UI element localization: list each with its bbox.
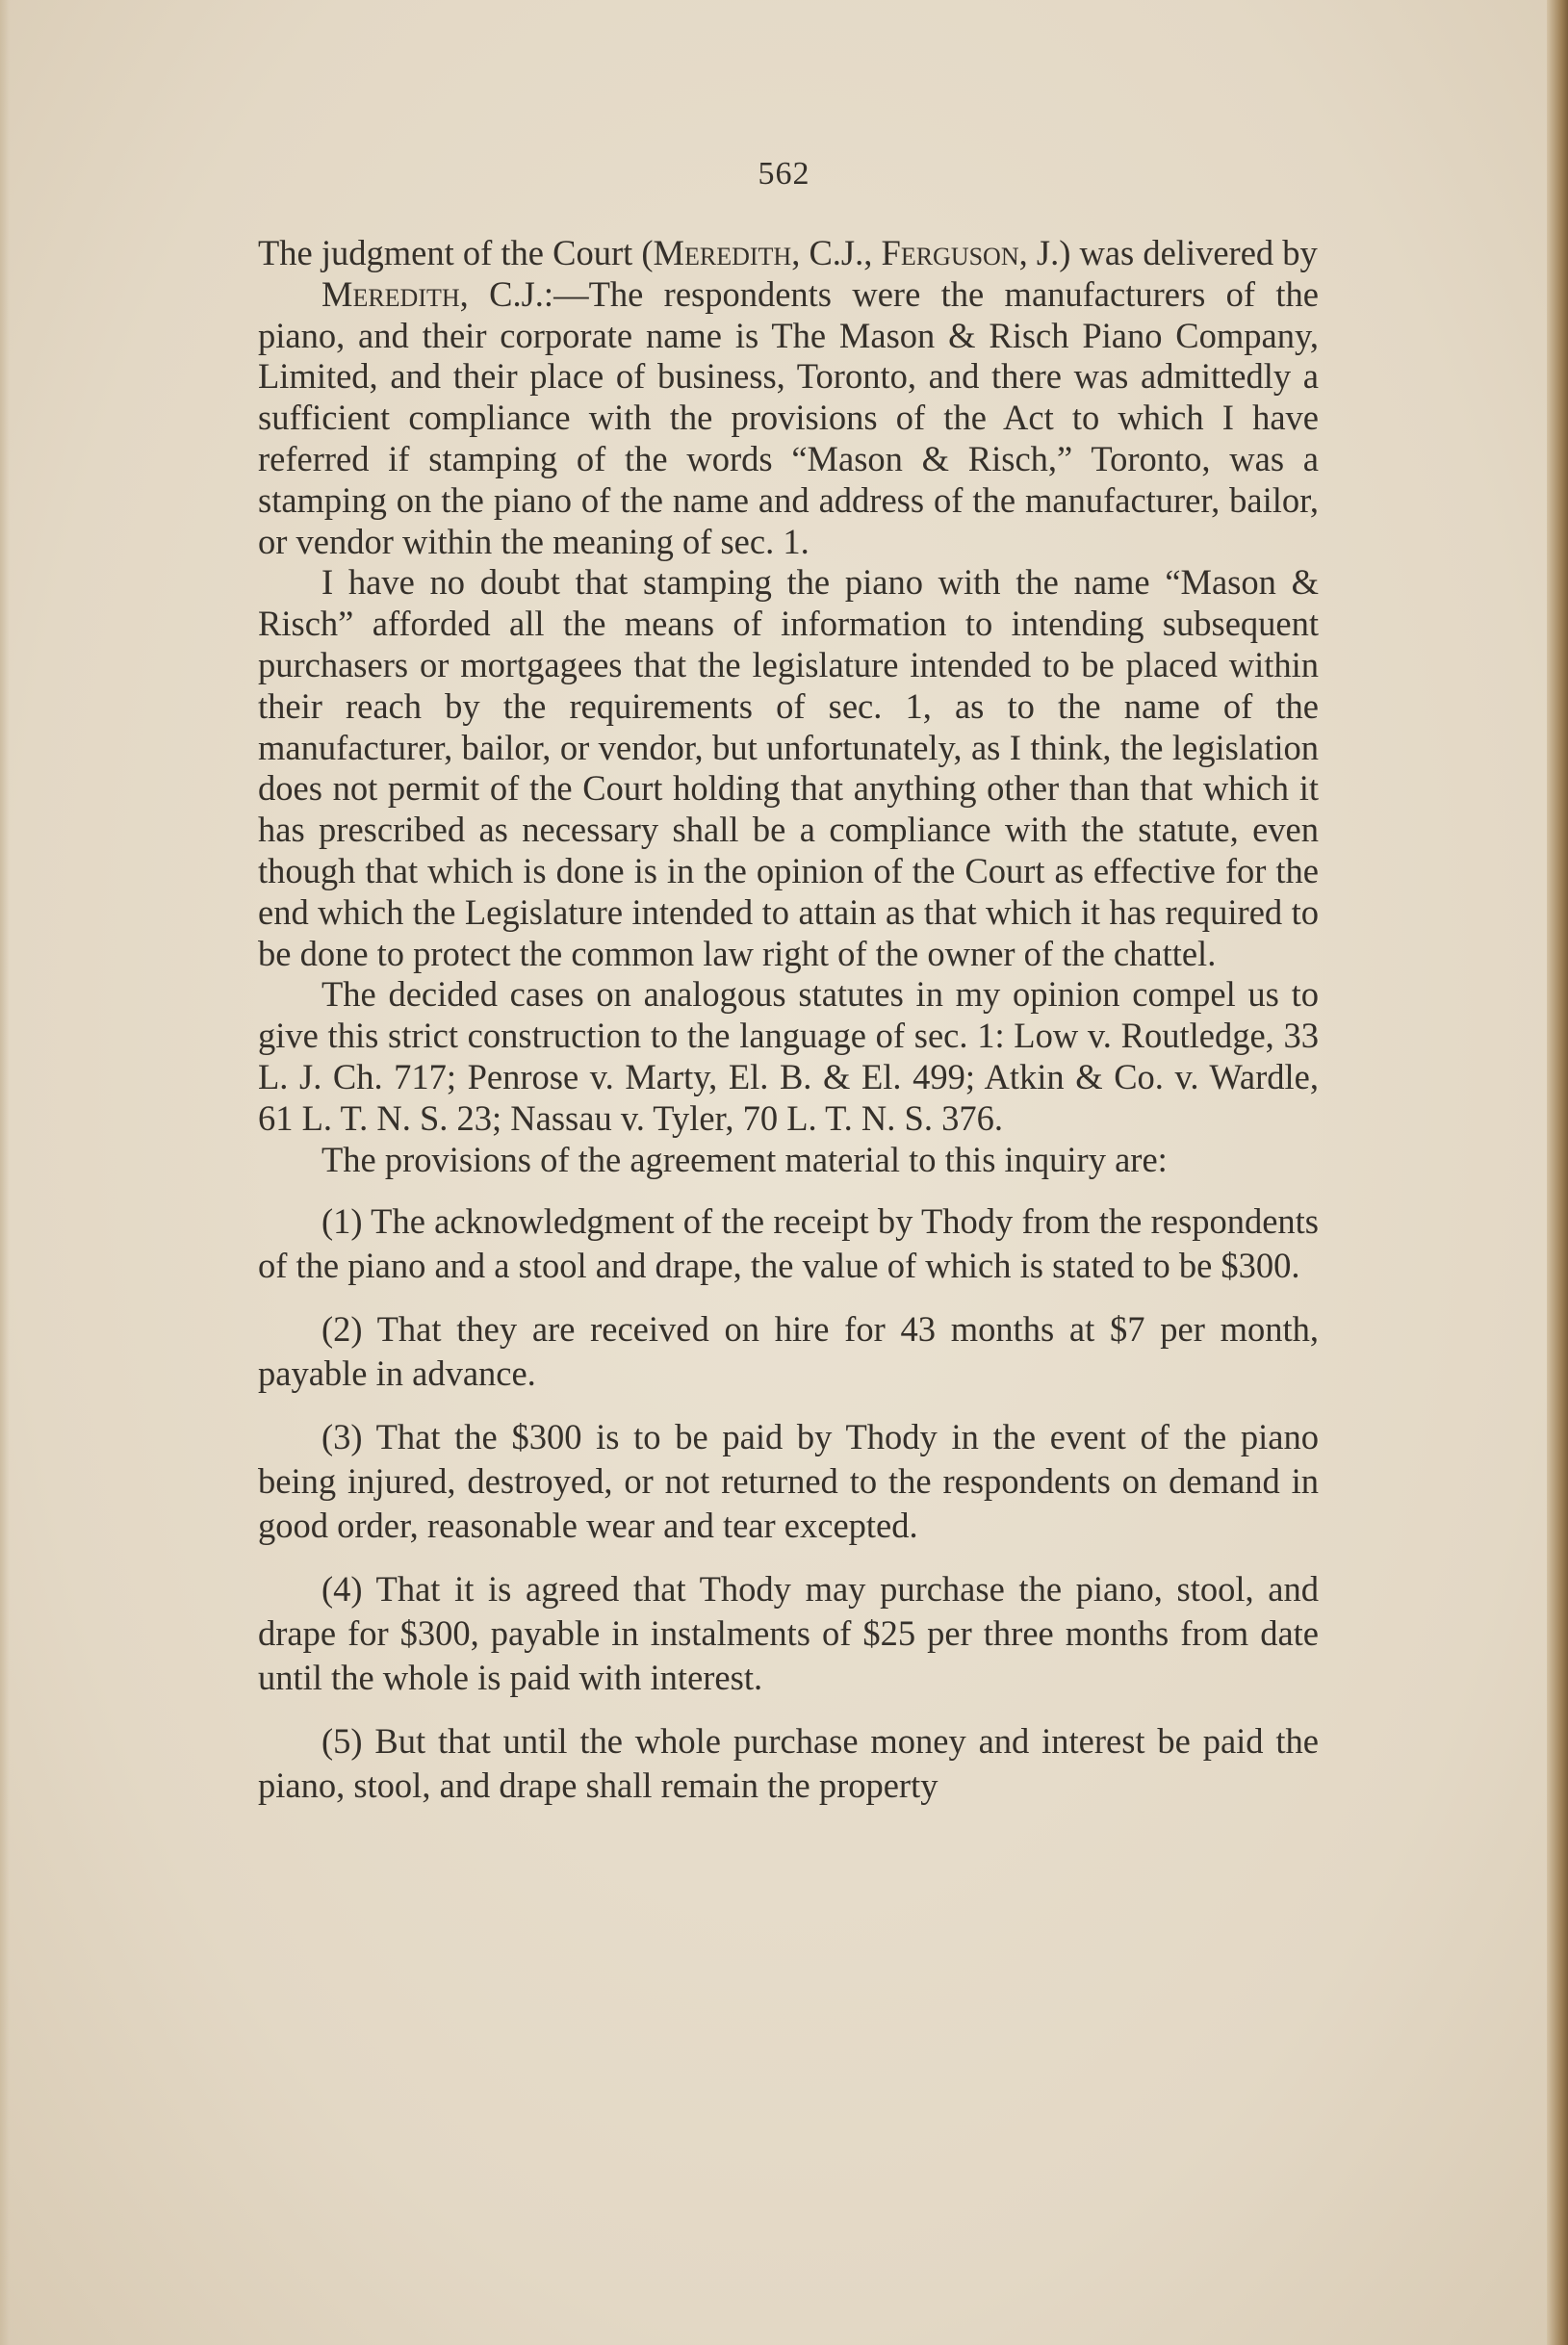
provision-item-4: (4) That it is agreed that Thody may purchase the piano, stool, and drape for $300, payable in instalments of $25 per three months from date until the whole is paid with interest. xyxy=(258,1569,1319,1698)
paragraph-decided-cases xyxy=(258,974,1319,1139)
page-right-edge-binding xyxy=(1547,0,1568,2345)
provision-item-3: (3) That the $300 is to be paid by Thody in the event of the piano being injured, destroyed, or not returned to the respondents on demand in good order, reasonable wear and tear excepted. xyxy=(258,1417,1319,1546)
paragraph-judgment-intro xyxy=(258,233,1319,274)
text-run: The provisions of the agreement material to this inquiry are: xyxy=(321,1139,1168,1179)
text-run: , C.J., xyxy=(791,233,882,272)
judge-name-meredith: Meredith xyxy=(321,273,460,314)
judge-name-ferguson: Ferguson xyxy=(881,233,1019,272)
page-number: 562 xyxy=(758,156,810,192)
text-run: , J.) was delivered by xyxy=(1018,233,1318,272)
paragraph-meredith-opinion xyxy=(258,274,1319,563)
provision-item-1: (1) The acknowledgment of the receipt by Thody from the respondents of the piano and a stool and drape, the value of which is stated to be $300. xyxy=(258,1201,1319,1286)
judge-name-meredith: Meredith xyxy=(653,233,792,272)
body-text xyxy=(258,233,1319,1808)
text-run: The decided cases on analogous statutes in my opinion compel us to give this strict construction to the language of sec. 1: Low v. Routledge, 33 L. J. Ch. 717; Penrose v. Marty, El. B. & El. 499; Atkin & Co. v. Wardle, 61 L. T. N. S. 23; Nassau v. Tyler, 70 L. T. N. S. 376. xyxy=(258,974,1319,1138)
provision-item-5: (5) But that until the whole purchase money and interest be paid the piano, stool, and drape shall remain the property xyxy=(258,1721,1319,1806)
provision-item-2: (2) That they are received on hire for 43 months at $7 per month, payable in advance. xyxy=(258,1309,1319,1394)
paragraph-provisions-intro xyxy=(258,1140,1319,1181)
text-run: The judgment of the Court ( xyxy=(258,233,654,272)
text-run: I have no doubt that stamping the piano with the name “Mason & Risch” afforded all the means of information to intending subsequent purchasers or mortgagees that the legislature intended to be placed within their reach by the requirements of sec. 1, as to the name of the manufacturer, bailor, or vendor, but unfortunately, as I think, the legislation does not permit of the Court holding that anything other than that which it has prescribed as necessary shall be a compliance with the statute, even though that which is done is in the opinion of the Court as effective for the end which the Legislature intended to attain as that which it has required to be done to protect the common law right of the owner of the chattel. xyxy=(258,562,1319,973)
text-run: , C.J.:—The respondents were the manufacturers of the piano, and their corporate name is The Mason & Risch Piano Company, Limited, and their place of business, Toronto, and there was admittedly a sufficient compliance with the provisions of the Act to which I have referred if stamping of the words “Mason & Risch,” Toronto, was a stamping on the piano of the name and address of the manufacturer, bailor, or vendor within the meaning of sec. 1. xyxy=(258,273,1319,561)
page-left-edge-shadow xyxy=(0,0,10,2345)
paragraph-no-doubt xyxy=(258,562,1319,974)
